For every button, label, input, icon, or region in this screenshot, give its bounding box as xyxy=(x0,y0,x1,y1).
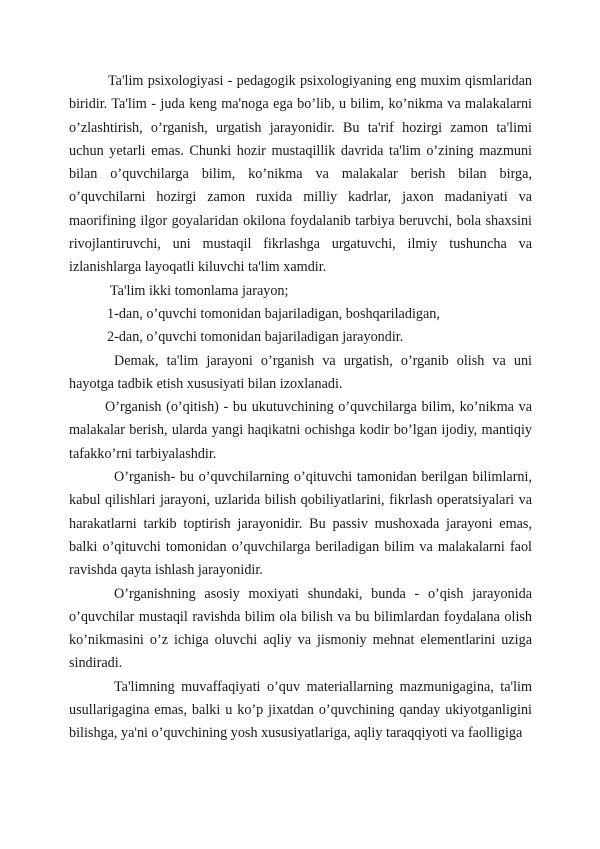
line-ikki-tomonlama: Ta'lim ikki tomonlama jarayon; xyxy=(110,282,289,299)
paragraph-muvaffaqiyati: Ta'limning muvaffaqiyati o’quv materiallarning mazmunigagina, ta'lim usullarigagina emas, balki u ko’p jixatdan o’quvchining qanday ukiyotganligini bilishga, ya'ni o’quvchining yosh xususiyatlariga, aqliy taraqqiyoti va faolligiga xyxy=(69,678,532,742)
paragraph-organish-bu: O’rganish- bu o’quvchilarning o’qituvchi tamonidan berilgan bilimlarni, kabul qilishlari jarayoni, uzlarida bilish qobiliyatlarini, fikrlash operatsiyalari va harakatlarni tarkib toptirish jarayonidir. Bu passiv mushoxada jarayoni emas, balki o’qituvchi tomonidan o’quvchilarga beriladigan bilim va malakalarni faol ravishda qayta ishlash jarayonidir. xyxy=(69,469,532,579)
line-ikkinchi: 2-dan, o’quvchi tomonidan bajariladigan jarayondir. xyxy=(107,329,404,346)
paragraph-asosiy-moxiyati: O’rganishning asosiy moxiyati shundaki, bunda - o’qish jarayonida o’quvchilar mustaqil ravishda bilim ola bilish va bu bilimlardan foydalana olish ko’nikmasini o’z ichiga oluvchi aqliy va jismoniy mehnat elementlarini uziga sindiradi. xyxy=(69,585,532,672)
paragraph-talim-psixologiyasi: Ta'lim psixologiyasi - pedagogik psixologiyaning eng muxim qismlaridan biridir. Ta'lim - juda keng ma'noga ega bo’lib, u bilim, ko’nikma va malakalarni o’zlashtirish, o’rganish, urgatish jarayonidir. Bu ta'rif hozirgi zamon ta'limi uchun yetarli emas. Chunki hozir mustaqillik davrida ta'lim o’zining mazmuni bilan o’quvchilarga bilim, ko’nikma va malakalar berish bilan birga, o’quvchilarni hozirgi zamon ruxida milliy kadrlar, jaxon madaniyati va maorifining ilgor goyalaridan okilona foydalanib tarbiya beruvchi, bola shaxsini rivojlantiruvchi, uni mustaqil fikrlashga urgatuvchi, ilmiy tushuncha va izlanishlarga layoqatli kiluvchi ta'lim xamdir. xyxy=(69,73,532,276)
paragraph-demak: Demak, ta'lim jarayoni o’rganish va urgatish, o’rganib olish va uni hayotga tadbik etish xususiyati bilan izoxlanadi. xyxy=(69,352,532,392)
paragraph-organish-oqitish: O’rganish (o’qitish) - bu ukutuvchining o’quvchilarga bilim, ko’nikma va malakalar berish, ularda yangi haqikatni ochishga kodir bo’lgan ijodiy, mantiqiy tafakko’rni tarbiyalashdir. xyxy=(69,399,532,462)
line-birinchi: 1-dan, o’quvchi tomonidan bajariladigan, boshqariladigan, xyxy=(107,305,440,322)
